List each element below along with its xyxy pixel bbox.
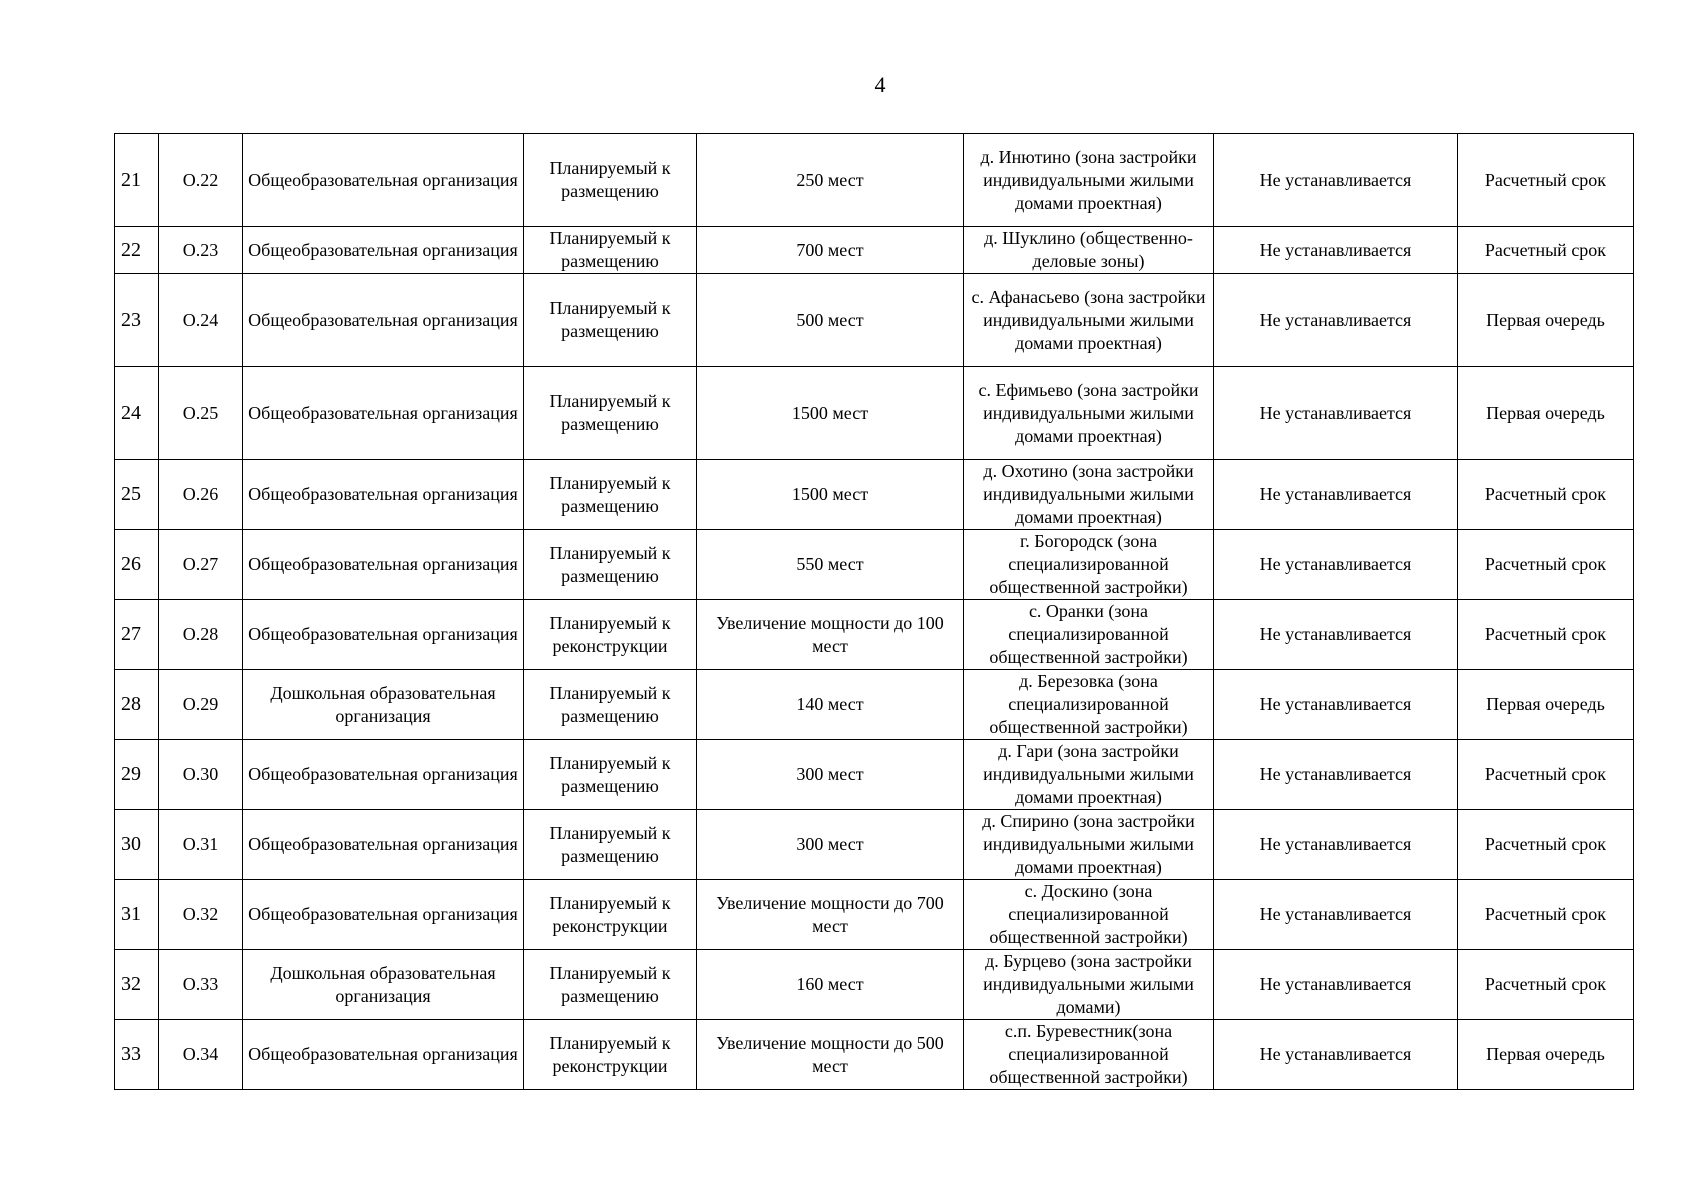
object-zone: Не устанавливается xyxy=(1214,950,1458,1020)
object-status: Планируемый к размещению xyxy=(524,367,697,460)
object-location: д. Гари (зона застройки индивидуальными жилыми домами проектная) xyxy=(964,740,1214,810)
object-capacity: Увеличение мощности до 100 мест xyxy=(697,600,964,670)
object-term: Первая очередь xyxy=(1458,1020,1634,1090)
object-type: Общеобразовательная организация xyxy=(243,600,524,670)
object-location: с. Афанасьево (зона застройки индивидуальными жилыми домами проектная) xyxy=(964,274,1214,367)
table-row xyxy=(115,670,1634,740)
row-number: 26 xyxy=(115,530,159,600)
object-code: О.27 xyxy=(159,530,243,600)
object-term: Первая очередь xyxy=(1458,274,1634,367)
row-number: 25 xyxy=(115,460,159,530)
row-number: 21 xyxy=(115,134,159,227)
object-location: д. Инютино (зона застройки индивидуальными жилыми домами проектная) xyxy=(964,134,1214,227)
object-zone: Не устанавливается xyxy=(1214,740,1458,810)
table-row xyxy=(115,600,1634,670)
object-code: О.31 xyxy=(159,810,243,880)
object-code: О.34 xyxy=(159,1020,243,1090)
object-location: г. Богородск (зона специализированной общественной застройки) xyxy=(964,530,1214,600)
object-zone: Не устанавливается xyxy=(1214,880,1458,950)
object-zone: Не устанавливается xyxy=(1214,810,1458,880)
object-type: Общеобразовательная организация xyxy=(243,530,524,600)
table-row xyxy=(115,1020,1634,1090)
object-code: О.25 xyxy=(159,367,243,460)
object-status: Планируемый к реконструкции xyxy=(524,600,697,670)
object-code: О.29 xyxy=(159,670,243,740)
object-capacity: 1500 мест xyxy=(697,460,964,530)
object-location: д. Шуклино (общественно-деловые зоны) xyxy=(964,227,1214,274)
object-capacity: Увеличение мощности до 700 мест xyxy=(697,880,964,950)
object-type: Общеобразовательная организация xyxy=(243,227,524,274)
table-row xyxy=(115,810,1634,880)
facilities-table xyxy=(114,133,1634,1090)
object-location: д. Березовка (зона специализированной общественной застройки) xyxy=(964,670,1214,740)
table-row xyxy=(115,367,1634,460)
object-status: Планируемый к размещению xyxy=(524,460,697,530)
object-capacity: 160 мест xyxy=(697,950,964,1020)
object-type: Общеобразовательная организация xyxy=(243,460,524,530)
table-row xyxy=(115,950,1634,1020)
object-code: О.30 xyxy=(159,740,243,810)
object-type: Дошкольная образовательная организация xyxy=(243,950,524,1020)
object-type: Общеобразовательная организация xyxy=(243,1020,524,1090)
object-location: д. Спирино (зона застройки индивидуальными жилыми домами проектная) xyxy=(964,810,1214,880)
object-capacity: 250 мест xyxy=(697,134,964,227)
object-zone: Не устанавливается xyxy=(1214,530,1458,600)
object-status: Планируемый к размещению xyxy=(524,810,697,880)
object-status: Планируемый к реконструкции xyxy=(524,880,697,950)
object-location: с. Оранки (зона специализированной общественной застройки) xyxy=(964,600,1214,670)
object-zone: Не устанавливается xyxy=(1214,670,1458,740)
object-zone: Не устанавливается xyxy=(1214,227,1458,274)
object-capacity: 300 мест xyxy=(697,740,964,810)
row-number: 30 xyxy=(115,810,159,880)
table-row xyxy=(115,740,1634,810)
object-capacity: Увеличение мощности до 500 мест xyxy=(697,1020,964,1090)
object-location: с. Доскино (зона специализированной общественной застройки) xyxy=(964,880,1214,950)
object-zone: Не устанавливается xyxy=(1214,460,1458,530)
object-type: Общеобразовательная организация xyxy=(243,274,524,367)
object-status: Планируемый к размещению xyxy=(524,227,697,274)
row-number: 29 xyxy=(115,740,159,810)
object-type: Общеобразовательная организация xyxy=(243,880,524,950)
object-term: Расчетный срок xyxy=(1458,227,1634,274)
object-status: Планируемый к размещению xyxy=(524,670,697,740)
object-code: О.33 xyxy=(159,950,243,1020)
object-location: д. Охотино (зона застройки индивидуальными жилыми домами проектная) xyxy=(964,460,1214,530)
object-location: д. Бурцево (зона застройки индивидуальными жилыми домами) xyxy=(964,950,1214,1020)
object-status: Планируемый к размещению xyxy=(524,274,697,367)
object-capacity: 1500 мест xyxy=(697,367,964,460)
row-number: 24 xyxy=(115,367,159,460)
object-term: Расчетный срок xyxy=(1458,460,1634,530)
object-term: Расчетный срок xyxy=(1458,530,1634,600)
object-capacity: 500 мест xyxy=(697,274,964,367)
row-number: 22 xyxy=(115,227,159,274)
row-number: 23 xyxy=(115,274,159,367)
object-code: О.26 xyxy=(159,460,243,530)
object-capacity: 700 мест xyxy=(697,227,964,274)
object-zone: Не устанавливается xyxy=(1214,600,1458,670)
object-code: О.24 xyxy=(159,274,243,367)
object-status: Планируемый к реконструкции xyxy=(524,1020,697,1090)
object-type: Дошкольная образовательная организация xyxy=(243,670,524,740)
object-capacity: 140 мест xyxy=(697,670,964,740)
row-number: 32 xyxy=(115,950,159,1020)
object-code: О.32 xyxy=(159,880,243,950)
object-capacity: 550 мест xyxy=(697,530,964,600)
row-number: 33 xyxy=(115,1020,159,1090)
object-capacity: 300 мест xyxy=(697,810,964,880)
table-row xyxy=(115,134,1634,227)
object-code: О.28 xyxy=(159,600,243,670)
object-zone: Не устанавливается xyxy=(1214,367,1458,460)
object-status: Планируемый к размещению xyxy=(524,950,697,1020)
object-term: Расчетный срок xyxy=(1458,880,1634,950)
object-term: Расчетный срок xyxy=(1458,740,1634,810)
table-row xyxy=(115,530,1634,600)
object-term: Расчетный срок xyxy=(1458,950,1634,1020)
object-code: О.23 xyxy=(159,227,243,274)
row-number: 27 xyxy=(115,600,159,670)
object-term: Первая очередь xyxy=(1458,670,1634,740)
object-zone: Не устанавливается xyxy=(1214,1020,1458,1090)
object-type: Общеобразовательная организация xyxy=(243,367,524,460)
object-status: Планируемый к размещению xyxy=(524,740,697,810)
object-status: Планируемый к размещению xyxy=(524,134,697,227)
object-location: с. Ефимьево (зона застройки индивидуальными жилыми домами проектная) xyxy=(964,367,1214,460)
object-term: Расчетный срок xyxy=(1458,134,1634,227)
table-row xyxy=(115,880,1634,950)
object-type: Общеобразовательная организация xyxy=(243,740,524,810)
object-location: с.п. Буревестник(зона специализированной общественной застройки) xyxy=(964,1020,1214,1090)
object-code: О.22 xyxy=(159,134,243,227)
object-zone: Не устанавливается xyxy=(1214,274,1458,367)
object-zone: Не устанавливается xyxy=(1214,134,1458,227)
row-number: 31 xyxy=(115,880,159,950)
table-row xyxy=(115,460,1634,530)
object-term: Расчетный срок xyxy=(1458,810,1634,880)
page-number: 4 xyxy=(874,72,886,97)
object-term: Расчетный срок xyxy=(1458,600,1634,670)
table-row xyxy=(115,274,1634,367)
object-type: Общеобразовательная организация xyxy=(243,134,524,227)
object-type: Общеобразовательная организация xyxy=(243,810,524,880)
row-number: 28 xyxy=(115,670,159,740)
object-status: Планируемый к размещению xyxy=(524,530,697,600)
table-row xyxy=(115,227,1634,274)
object-term: Первая очередь xyxy=(1458,367,1634,460)
